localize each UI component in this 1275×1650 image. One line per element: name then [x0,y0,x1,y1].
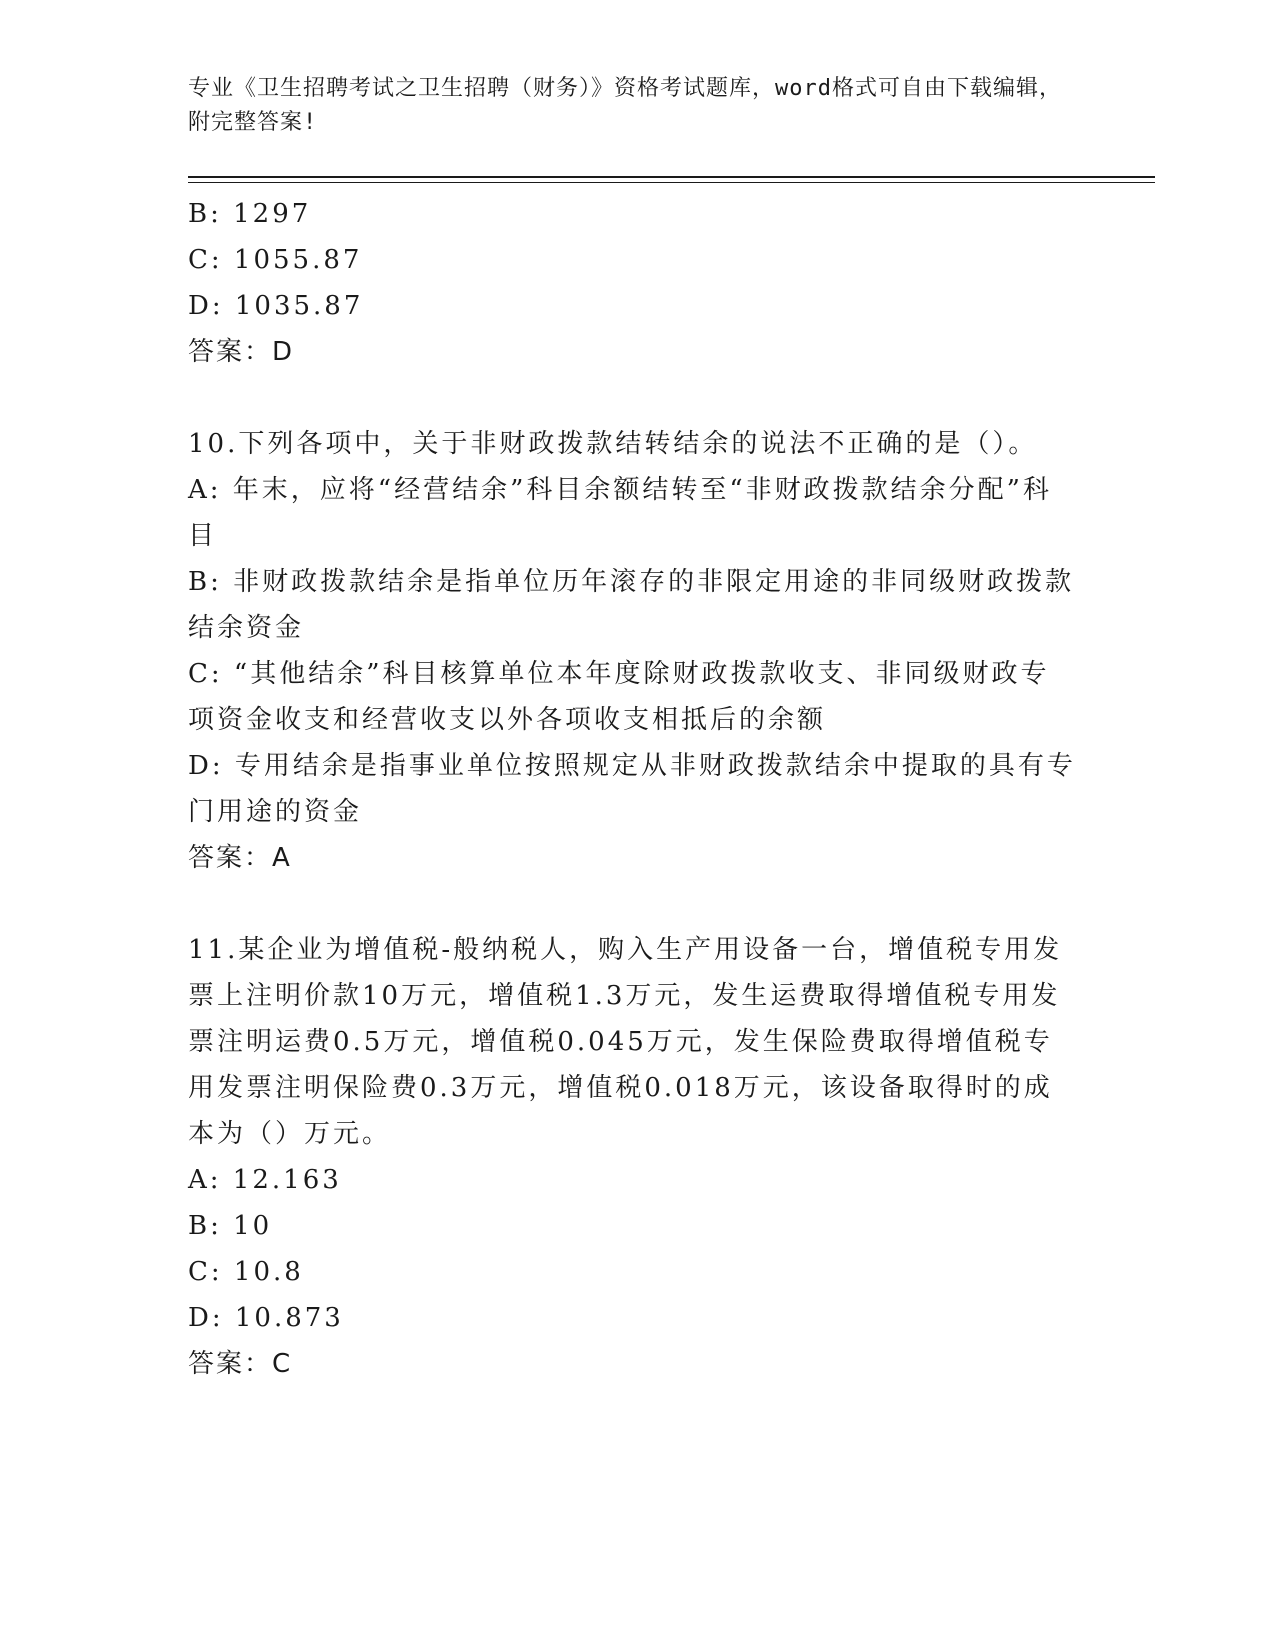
option-d: D: 10.873 [188,1303,344,1333]
answer-line: 答案：A [188,843,292,873]
question-10-block [188,421,1078,881]
option-c: C: 1055.87 [188,245,363,275]
option-c: C: 10.8 [188,1257,304,1287]
previous-question-block [188,191,1078,375]
document-header: 专业《卫生招聘考试之卫生招聘（财务）》资格考试题库，word格式可自由下载编辑，附完整答案! [188,76,1062,135]
question-content [188,191,1078,1387]
header-divider-thin [188,182,1155,183]
question-stem: 10.下列各项中，关于非财政拨款结转结余的说法不正确的是（）。 [188,429,1038,459]
answer-line: 答案：D [188,337,295,367]
option-c: C: “其他结余”科目核算单位本年度除财政拨款收支、非同级财政专项资金收支和经营收支以外各项收支相抵后的余额 [188,659,1050,735]
option-b: B: 非财政拨款结余是指单位历年滚存的非限定用途的非同级财政拨款结余资金 [188,567,1075,643]
spacer [188,881,1078,927]
question-stem: 11.某企业为增值税-般纳税人，购入生产用设备一台，增值税专用发票上注明价款10万元，增值税1.3万元，发生运费取得增值税专用发票注明运费0.5万元，增值税0.045万元，发生保险费取得增值税专用发票注明保险费0.3万元，增值税0.018万元，该设备取得时的成本为（）万元。 [188,935,1063,1149]
spacer [188,375,1078,421]
option-d: D: 1035.87 [188,291,364,321]
question-11-block [188,927,1078,1387]
option-b: B: 1297 [188,199,312,229]
option-a: A: 12.163 [188,1165,342,1195]
option-b: B: 10 [188,1211,273,1241]
option-d: D: 专用结余是指事业单位按照规定从非财政拨款结余中提取的具有专门用途的资金 [188,751,1076,827]
answer-line: 答案：C [188,1349,293,1379]
option-a: A: 年末，应将“经营结余”科目余额结转至“非财政拨款结余分配”科目 [188,475,1052,551]
header-divider-thick [188,176,1155,178]
